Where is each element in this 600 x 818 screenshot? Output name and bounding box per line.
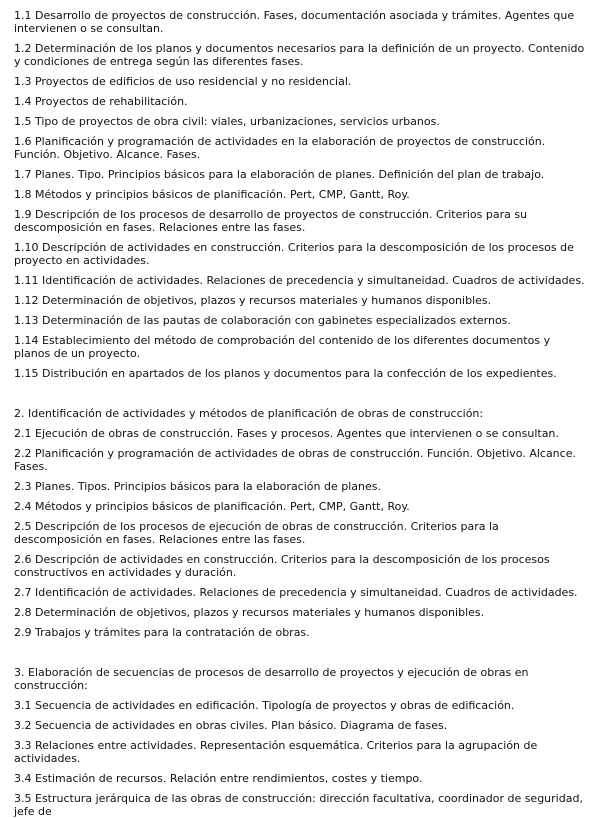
list-item: 3.5 Estructura jerárquica de las obras de construcción: dirección facultativa, coordinador de seguridad, jefe de [14, 792, 583, 818]
list-item: 3.3 Relaciones entre actividades. Representación esquemática. Criterios para la agrupación de actividades. [14, 739, 538, 765]
list-item: 1.1 Desarrollo de proyectos de construcción. Fases, documentación asociada y trámites. Agentes que intervienen o se consultan. [14, 9, 575, 35]
section-1-list [14, 9, 586, 380]
list-item: 1.5 Tipo de proyectos de obra civil: viales, urbanizaciones, servicios urbanos. [14, 115, 440, 128]
section-3-list [14, 699, 586, 818]
list-item: 1.10 Descripción de actividades en construcción. Criterios para la descomposición de los procesos de proyecto en actividades. [14, 241, 574, 267]
list-item: 2.9 Trabajos y trámites para la contratación de obras. [14, 626, 310, 639]
list-item: 1.3 Proyectos de edificios de uso residencial y no residencial. [14, 75, 352, 88]
list-item: 3.1 Secuencia de actividades en edificación. Tipología de proyectos y obras de edificación. [14, 699, 515, 712]
list-item: 1.9 Descripción de los procesos de desarrollo de proyectos de construcción. Criterios para su descomposición en fases. Relaciones entre las fases. [14, 208, 528, 234]
section-3-heading: 3. Elaboración de secuencias de procesos de desarrollo de proyectos y ejecución de obras en construcción: [14, 666, 529, 692]
section-2-list [14, 427, 586, 639]
list-item: 2.7 Identificación de actividades. Relaciones de precedencia y simultaneidad. Cuadros de actividades. [14, 586, 578, 599]
list-item: 2.8 Determinación de objetivos, plazos y recursos materiales y humanos disponibles. [14, 606, 485, 619]
list-item: 2.1 Ejecución de obras de construcción. Fases y procesos. Agentes que intervienen o se consultan. [14, 427, 559, 440]
list-item: 1.11 Identificación de actividades. Relaciones de precedencia y simultaneidad. Cuadros de actividades. [14, 274, 585, 287]
list-item: 1.14 Establecimiento del método de comprobación del contenido de los diferentes documentos y planos de un proyecto. [14, 334, 551, 360]
list-item: 1.2 Determinación de los planos y documentos necesarios para la definición de un proyecto. Contenido y condiciones de entrega según las diferentes fases. [14, 42, 585, 68]
list-item: 2.2 Planificación y programación de actividades de obras de construcción. Función. Objetivo. Alcance. Fases. [14, 447, 576, 473]
list-item: 2.3 Planes. Tipos. Principios básicos para la elaboración de planes. [14, 480, 381, 493]
list-item: 1.6 Planificación y programación de actividades en la elaboración de proyectos de construcción. Función. Objetivo. Alcance. Fases. [14, 135, 546, 161]
section-spacer [14, 387, 586, 407]
list-item: 1.8 Métodos y principios básicos de planificación. Pert, CMP, Gantt, Roy. [14, 188, 410, 201]
list-item: 1.15 Distribución en apartados de los planos y documentos para la confección de los expedientes. [14, 367, 557, 380]
list-item: 3.4 Estimación de recursos. Relación entre rendimientos, costes y tiempo. [14, 772, 423, 785]
list-item: 2.5 Descripción de los procesos de ejecución de obras de construcción. Criterios para la descomposición en fases. Relaciones entre las fases. [14, 520, 499, 546]
list-item: 1.13 Determinación de las pautas de colaboración con gabinetes especializados externos. [14, 314, 511, 327]
section-2-heading: 2. Identificación de actividades y métodos de planificación de obras de construcción: [14, 407, 484, 420]
section-spacer [14, 646, 586, 666]
list-item: 2.6 Descripción de actividades en construcción. Criterios para la descomposición de los procesos constructivos en actividades y duración. [14, 553, 550, 579]
list-item: 1.4 Proyectos de rehabilitación. [14, 95, 188, 108]
list-item: 1.12 Determinación de objetivos, plazos y recursos materiales y humanos disponibles. [14, 294, 492, 307]
list-item: 1.7 Planes. Tipo. Principios básicos para la elaboración de planes. Definición del plan de trabajo. [14, 168, 545, 181]
list-item: 3.2 Secuencia de actividades en obras civiles. Plan básico. Diagrama de fases. [14, 719, 448, 732]
list-item: 2.4 Métodos y principios básicos de planificación. Pert, CMP, Gantt, Roy. [14, 500, 410, 513]
